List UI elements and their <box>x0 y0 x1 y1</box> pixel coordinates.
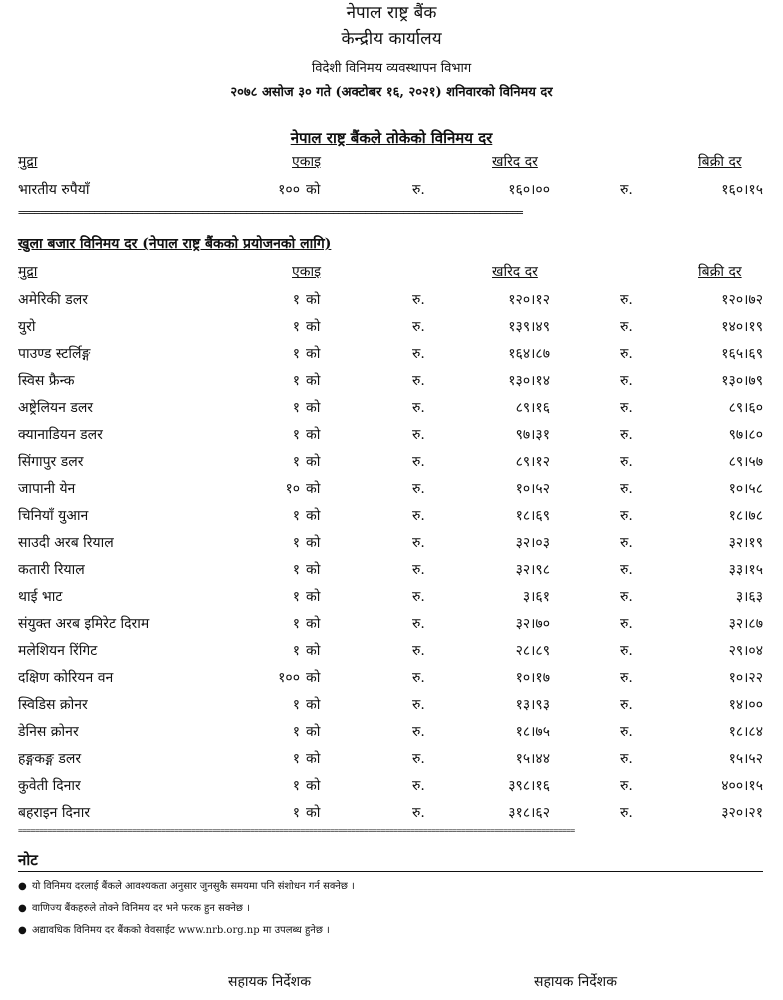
unit-value: १०० <box>278 182 300 198</box>
rs-label: रु. <box>412 373 425 389</box>
ko-label: को <box>306 182 321 198</box>
ko-label: को <box>306 346 321 362</box>
sell-rate: १८।८४ <box>728 724 763 740</box>
note-text: यो विनिमय दरलाई बैंकले आवश्यकता अनुसार जुनसुकै समयमा पनि संशोधन गर्न सक्नेछ । <box>32 881 355 892</box>
rs-label: रु. <box>412 643 425 659</box>
currency-name: दक्षिण कोरियन वन <box>18 670 114 686</box>
ko-label: को <box>306 481 321 497</box>
unit-value: १ <box>292 724 300 740</box>
col-unit-header: एकाइ <box>292 264 321 280</box>
currency-name: कुवेती दिनार <box>18 778 81 794</box>
ko-label: को <box>306 319 321 335</box>
currency-name: संयुक्त अरब इमिरेट दिराम <box>18 616 150 632</box>
ko-label: को <box>306 427 321 443</box>
unit-value: १ <box>292 400 300 416</box>
ko-label: को <box>306 778 321 794</box>
sell-rate: १६०।१५ <box>721 182 763 198</box>
rs-label: रु. <box>620 589 633 605</box>
sell-rate: ९७।८० <box>728 427 763 443</box>
rs-label: रु. <box>412 535 425 551</box>
currency-name: चिनियाँ युआन <box>18 508 89 524</box>
note-text: वाणिज्य बैंकहरुले तोक्ने विनिमय दर भने फरक हुन सक्नेछ । <box>32 903 250 914</box>
bullet-icon: ● <box>18 903 27 914</box>
sell-rate: ३२।८७ <box>728 616 763 632</box>
currency-name: हङ्गकङ्ग डलर <box>18 751 82 767</box>
currency-name: कतारी रियाल <box>18 562 85 578</box>
buy-rate: १८।७५ <box>515 724 550 740</box>
sell-rate: ३२०।२१ <box>721 805 763 821</box>
col-buy-header: खरिद दर <box>492 264 538 280</box>
ko-label: को <box>306 373 321 389</box>
rs-label: रु. <box>412 778 425 794</box>
unit-value: १ <box>292 292 300 308</box>
rs-label: रु. <box>620 454 633 470</box>
rs-label: रु. <box>620 616 633 632</box>
unit-value: १ <box>292 697 300 713</box>
section1-title: नेपाल राष्ट्र बैंकले तोकेको विनिमय दर <box>290 129 493 147</box>
rs-label: रु. <box>412 292 425 308</box>
currency-name: स्विस फ्रैन्क <box>18 373 75 389</box>
rs-label: रु. <box>620 751 633 767</box>
rs-label: रु. <box>620 697 633 713</box>
rs-label: रु. <box>412 319 425 335</box>
rs-label: रु. <box>620 427 633 443</box>
ko-label: को <box>306 751 321 767</box>
sell-rate: १६५।६९ <box>721 346 763 362</box>
buy-rate: १५।४४ <box>515 751 550 767</box>
rs-label: रु. <box>620 643 633 659</box>
unit-value: १ <box>292 751 300 767</box>
sell-rate: १४।०० <box>728 697 763 713</box>
rs-label: रु. <box>620 670 633 686</box>
rs-label: रु. <box>620 182 633 198</box>
note-text: अद्यावधिक विनिमय दर बैंकको वेवसाईट www.nrb.org.np मा उपलब्ध हुनेछ । <box>32 925 330 936</box>
rs-label: रु. <box>412 481 425 497</box>
buy-rate: १८।६९ <box>515 508 550 524</box>
rs-label: रु. <box>620 346 633 362</box>
buy-rate: १०।१७ <box>515 670 550 686</box>
note-item <box>18 922 330 936</box>
col-sell-header: बिक्री दर <box>698 264 742 280</box>
sell-rate: ८९।६० <box>728 400 763 416</box>
ko-label: को <box>306 670 321 686</box>
unit-value: १ <box>292 346 300 362</box>
ko-label: को <box>306 616 321 632</box>
ko-label: को <box>306 535 321 551</box>
note-item <box>18 900 250 914</box>
bank-name: नेपाल राष्ट्र बैंक <box>346 3 437 23</box>
date-line: २०७८ असोज ३० गते (अक्टोबर १६, २०२१) शनिवारको विनिमय दर <box>230 85 553 100</box>
notes-divider <box>18 871 763 872</box>
col-buy-header: खरिद दर <box>492 154 538 170</box>
buy-rate: ९७।३१ <box>515 427 550 443</box>
buy-rate: १६०।०० <box>508 182 550 198</box>
col-sell-header: बिक्री दर <box>698 154 742 170</box>
currency-name: क्यानाडियन डलर <box>18 427 103 443</box>
rs-label: रु. <box>412 400 425 416</box>
rs-label: रु. <box>412 697 425 713</box>
rs-label: रु. <box>620 508 633 524</box>
signature-assistant-director-1: सहायक निर्देशक <box>228 974 311 990</box>
ko-label: को <box>306 508 321 524</box>
sell-rate: १५।५२ <box>728 751 763 767</box>
unit-value: १ <box>292 616 300 632</box>
rs-label: रु. <box>412 427 425 443</box>
sell-rate: १८।७८ <box>728 508 763 524</box>
ko-label: को <box>306 643 321 659</box>
buy-rate: ३।६१ <box>522 589 550 605</box>
currency-name: साउदी अरब रियाल <box>18 535 114 551</box>
signature-assistant-director-2: सहायक निर्देशक <box>534 974 617 990</box>
ko-label: को <box>306 292 321 308</box>
buy-rate: १३।९३ <box>515 697 550 713</box>
sell-rate: १०।२२ <box>728 670 763 686</box>
department-name: विदेशी विनिमय व्यवस्थापन विभाग <box>311 61 472 76</box>
ko-label: को <box>306 805 321 821</box>
sell-rate: १२०।७२ <box>721 292 763 308</box>
rs-label: रु. <box>620 481 633 497</box>
ko-label: को <box>306 724 321 740</box>
currency-name: सिंगापुर डलर <box>18 454 84 470</box>
currency-name: अमेरिकी डलर <box>18 292 88 308</box>
bullet-icon: ● <box>18 881 27 892</box>
sell-rate: ३२।१९ <box>728 535 763 551</box>
currency-name: अष्ट्रेलियन डलर <box>18 400 94 416</box>
currency-name: पाउण्ड स्टर्लिङ्ग <box>18 346 91 362</box>
unit-value: १ <box>292 805 300 821</box>
buy-rate: १३०।१४ <box>508 373 550 389</box>
col-unit-header: एकाइ <box>292 154 321 170</box>
rs-label: रु. <box>412 346 425 362</box>
currency-name: भारतीय रुपैयाँ <box>18 182 90 198</box>
rs-label: रु. <box>620 292 633 308</box>
sell-rate: ३।६३ <box>735 589 763 605</box>
sell-rate: २९।०४ <box>728 643 763 659</box>
rs-label: रु. <box>620 373 633 389</box>
sell-rate: १०।५८ <box>728 481 763 497</box>
rs-label: रु. <box>412 616 425 632</box>
unit-value: १०० <box>278 670 300 686</box>
rs-label: रु. <box>620 805 633 821</box>
bullet-icon: ● <box>18 925 27 936</box>
rs-label: रु. <box>620 319 633 335</box>
currency-name: मलेशियन रिंगिट <box>18 643 98 659</box>
rs-label: रु. <box>412 454 425 470</box>
note-item <box>18 878 355 892</box>
buy-rate: ३२।७० <box>515 616 550 632</box>
sell-rate: ४००।१५ <box>721 778 763 794</box>
section2-title: खुला बजार विनिमय दर (नेपाल राष्ट्र बैंकको प्रयोजनको लागि) <box>18 236 332 252</box>
buy-rate: ३९८।१६ <box>508 778 550 794</box>
currency-name: डेनिस क्रोनर <box>18 724 79 740</box>
sell-rate: १३०।७९ <box>721 373 763 389</box>
unit-value: १ <box>292 454 300 470</box>
buy-rate: १०।५२ <box>515 481 550 497</box>
unit-value: १ <box>292 508 300 524</box>
buy-rate: ३२।०३ <box>515 535 550 551</box>
rs-label: रु. <box>412 751 425 767</box>
currency-name: स्विडिस क्रोनर <box>18 697 88 713</box>
rs-label: रु. <box>412 589 425 605</box>
rs-label: रु. <box>620 535 633 551</box>
buy-rate: १६४।८७ <box>508 346 550 362</box>
separator-line: ==================================================================================================================================== <box>18 826 575 835</box>
currency-name: युरो <box>18 319 36 335</box>
rs-label: रु. <box>620 778 633 794</box>
unit-value: १ <box>292 562 300 578</box>
ko-label: को <box>306 454 321 470</box>
col-currency-header: मुद्रा <box>18 154 38 170</box>
rs-label: रु. <box>620 724 633 740</box>
rs-label: रु. <box>620 400 633 416</box>
buy-rate: ३१८।६२ <box>508 805 550 821</box>
sell-rate: १४०।१९ <box>721 319 763 335</box>
office-name: केन्द्रीय कार्यालय <box>341 29 442 49</box>
unit-value: १ <box>292 778 300 794</box>
unit-value: १ <box>292 319 300 335</box>
buy-rate: ३२।९८ <box>515 562 550 578</box>
buy-rate: ८९।१६ <box>515 400 550 416</box>
ko-label: को <box>306 697 321 713</box>
rs-label: रु. <box>412 805 425 821</box>
currency-name: थाई भाट <box>18 589 63 605</box>
rs-label: रु. <box>412 182 425 198</box>
rs-label: रु. <box>412 562 425 578</box>
unit-value: १ <box>292 535 300 551</box>
unit-value: १० <box>285 481 300 497</box>
ko-label: को <box>306 400 321 416</box>
buy-rate: ८९।१२ <box>515 454 550 470</box>
unit-value: १ <box>292 427 300 443</box>
currency-name: जापानी येन <box>18 481 76 497</box>
separator-line: ============================================================================================= <box>18 206 523 219</box>
rs-label: रु. <box>412 508 425 524</box>
unit-value: १ <box>292 589 300 605</box>
currency-name: बहराइन दिनार <box>18 805 91 821</box>
notes-title: नोट <box>18 851 38 869</box>
unit-value: १ <box>292 643 300 659</box>
buy-rate: १२०।१२ <box>508 292 550 308</box>
ko-label: को <box>306 589 321 605</box>
buy-rate: २८।८९ <box>515 643 550 659</box>
sell-rate: ३३।१५ <box>728 562 763 578</box>
ko-label: को <box>306 562 321 578</box>
rs-label: रु. <box>620 562 633 578</box>
rs-label: रु. <box>412 670 425 686</box>
unit-value: १ <box>292 373 300 389</box>
col-currency-header: मुद्रा <box>18 264 38 280</box>
buy-rate: १३९।४९ <box>508 319 550 335</box>
sell-rate: ८९।५७ <box>728 454 763 470</box>
rs-label: रु. <box>412 724 425 740</box>
